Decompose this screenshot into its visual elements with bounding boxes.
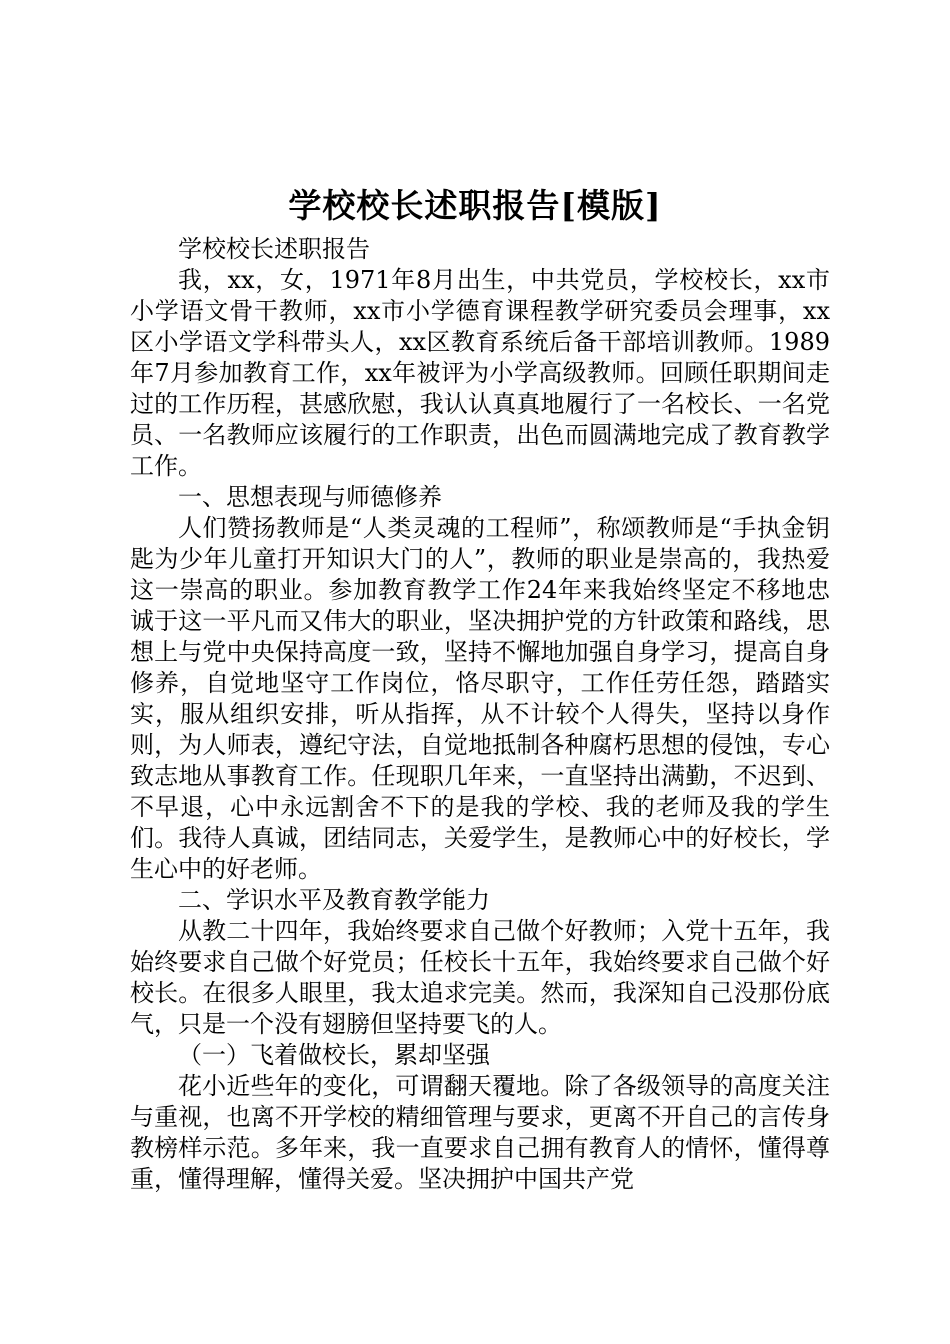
document-body [130,234,830,1195]
subtitle-paragraph: 学校校长述职报告 [178,235,370,263]
document-title: 学校校长述职报告[模版] [288,186,662,225]
subsection-heading-1: （一）飞着做校长，累却坚强 [178,1041,490,1069]
body-paragraph: 从教二十四年，我始终要求自己做个好教师；入党十五年，我始终要求自己做个好党员；任校长十五年，我始终要求自己做个好校长。在很多人眼里，我太追求完美。然而，我深知自己没那份底气，只是一个没有翅膀但坚持要飞的人。 [130,917,830,1038]
section-heading-2: 二、学识水平及教育教学能力 [178,886,490,914]
body-paragraph: 人们赞扬教师是“人类灵魂的工程师”，称颂教师是“手执金钥匙为少年儿童打开知识大门的人”，教师的职业是崇高的，我热爱这一崇高的职业。参加教育教学工作24年来我始终坚定不移地忠诚于这一平凡而又伟大的职业，坚决拥护党的方针政策和路线，思想上与党中央保持高度一致，坚持不懈地加强自身学习，提高自身修养，自觉地坚守工作岗位，恪尽职守，工作任劳任怨，踏踏实实，服从组织安排，听从指挥，从不计较个人得失，坚持以身作则，为人师表，遵纪守法，自觉地抵制各种腐朽思想的侵蚀，专心致志地从事教育工作。任现职几年来，一直坚持出满勤，不迟到、不早退，心中永远割舍不下的是我的学校、我的老师及我的学生们。我待人真诚，团结同志，关爱学生，是教师心中的好校长，学生心中的好老师。 [130,514,830,883]
section-heading-1: 一、思想表现与师德修养 [178,483,442,511]
body-paragraph: 花小近些年的变化，可谓翻天覆地。除了各级领导的高度关注与重视，也离不开学校的精细管理与要求，更离不开自己的言传身教榜样示范。多年来，我一直要求自己拥有教育人的情怀，懂得尊重，懂得理解，懂得关爱。坚决拥护中国共产党 [130,1072,830,1193]
intro-paragraph: 我，xx，女，1971年8月出生，中共党员，学校校长，xx市小学语文骨干教师，xx市小学德育课程教学研究委员会理事，xx区小学语文学科带头人，xx区教育系统后备干部培训教师。1989年7月参加教育工作，xx年被评为小学高级教师。回顾任职期间走过的工作历程，甚感欣慰，我认认真真地履行了一名校长、一名党员、一名教师应该履行的工作职责，出色而圆满地完成了教育教学工作。 [130,266,830,480]
